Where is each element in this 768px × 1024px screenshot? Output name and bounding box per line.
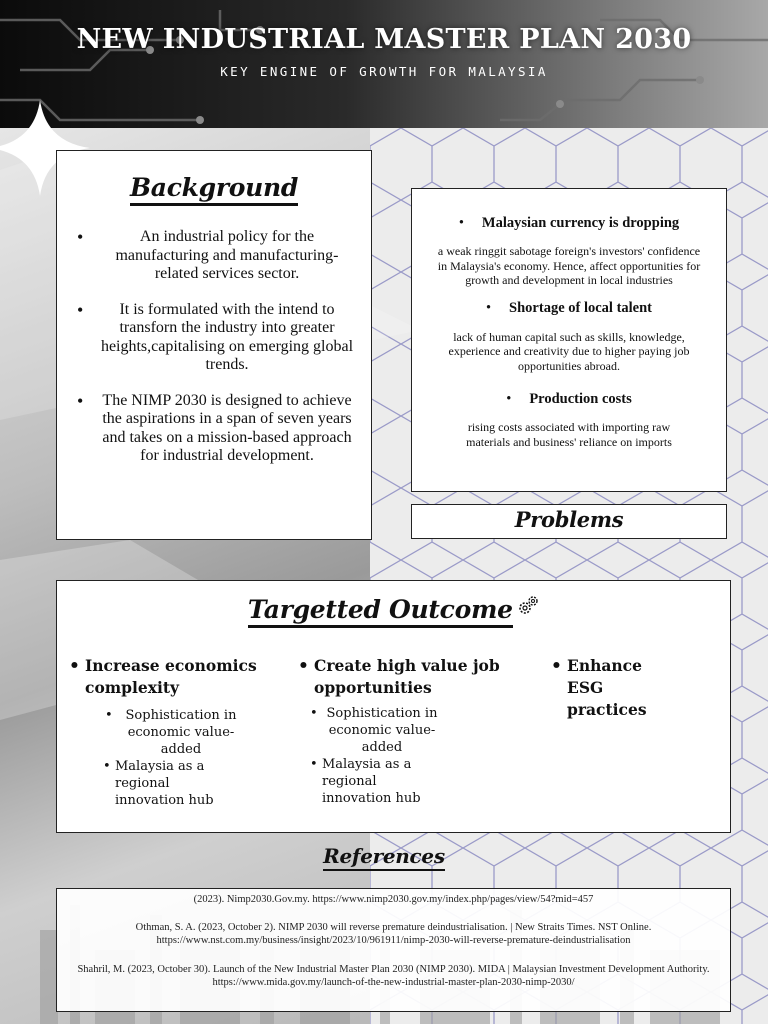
problem-item	[412, 300, 726, 374]
reference-item: Shahril, M. (2023, October 30). Launch of the New Industrial Master Plan 2030 (NIMP 2030). MIDA | Malaysian Investment Development Authority. https://www.mida.gov.my/launch-of-the-new-industrial-master-plan-2030-nimp-2030/	[77, 964, 710, 988]
outcomes-heading: Targetted Outcome	[57, 595, 730, 624]
outcome-title: • Create high value job opportunities	[298, 655, 508, 699]
problem-title: • Production costs	[412, 391, 726, 408]
list-item: • The NIMP 2030 is designed to achieve the aspirations in a span of seven years and takes on a mission-based approach for industrial development.	[75, 392, 357, 466]
page-title: NEW INDUSTRIAL MASTER PLAN 2030	[76, 24, 692, 55]
reference-item: Othman, S. A. (2023, October 2). NIMP 2030 will reverse premature deindustrialisation. | New Straits Times. NST Online. https://www.nst.com.my/business/insight/2023/10/961911/nimp-2030-will-reverse-premature-deindustrialisation	[135, 922, 652, 946]
problem-description: rising costs associated with importing raw materials and business' reliance on imports	[466, 420, 672, 449]
problem-item	[412, 215, 726, 288]
outcome-title: • Increase economics complexity	[69, 655, 264, 699]
list-item: • An industrial policy for the manufacturing and manufacturing-related services sector.	[75, 228, 357, 284]
outcome-title: • Enhance ESG practices	[551, 655, 681, 721]
list-item: • Sophistication in economic value-added	[117, 707, 245, 758]
background-section	[56, 150, 372, 540]
outcome-column	[69, 655, 264, 809]
references-heading: References	[0, 844, 768, 868]
list-item: • Sophistication in economic value-added	[322, 705, 442, 756]
targeted-outcomes-section	[56, 580, 731, 833]
problems-label-box	[411, 504, 727, 539]
outcome-sublist	[322, 705, 508, 807]
problem-description: a weak ringgit sabotage foreign's investors' confidence in Malaysia's economy. Hence, affect opportunities for growth and development in local industries	[437, 244, 701, 287]
outcome-column	[551, 655, 681, 721]
reference-item: (2023). Nimp2030.Gov.my. https://www.nimp2030.gov.my/index.php/pages/view/54?mid=457	[193, 894, 594, 905]
problems-heading: Problems	[514, 507, 624, 532]
problem-item	[412, 391, 726, 449]
problem-title: • Shortage of local talent	[412, 300, 726, 317]
outcome-sublist	[117, 707, 264, 809]
problems-section	[411, 188, 727, 492]
outcome-column	[298, 655, 508, 807]
references-section	[56, 888, 731, 1012]
page-subtitle: KEY ENGINE OF GROWTH FOR MALAYSIA	[220, 64, 548, 79]
list-item: • It is formulated with the intend to transforn the industry into greater heights,capitalising on emerging global trends.	[75, 301, 357, 375]
problem-title: • Malaysian currency is dropping	[412, 215, 726, 232]
list-item: • Malaysia as a regional innovation hub	[322, 756, 432, 807]
list-item: • Malaysia as a regional innovation hub	[115, 758, 243, 809]
background-list	[75, 228, 357, 466]
gears-icon	[517, 595, 539, 617]
problem-description: lack of human capital such as skills, knowledge, experience and creativity due to higher paying job opportunities abroad.	[448, 329, 690, 373]
background-heading: Background	[57, 173, 371, 202]
